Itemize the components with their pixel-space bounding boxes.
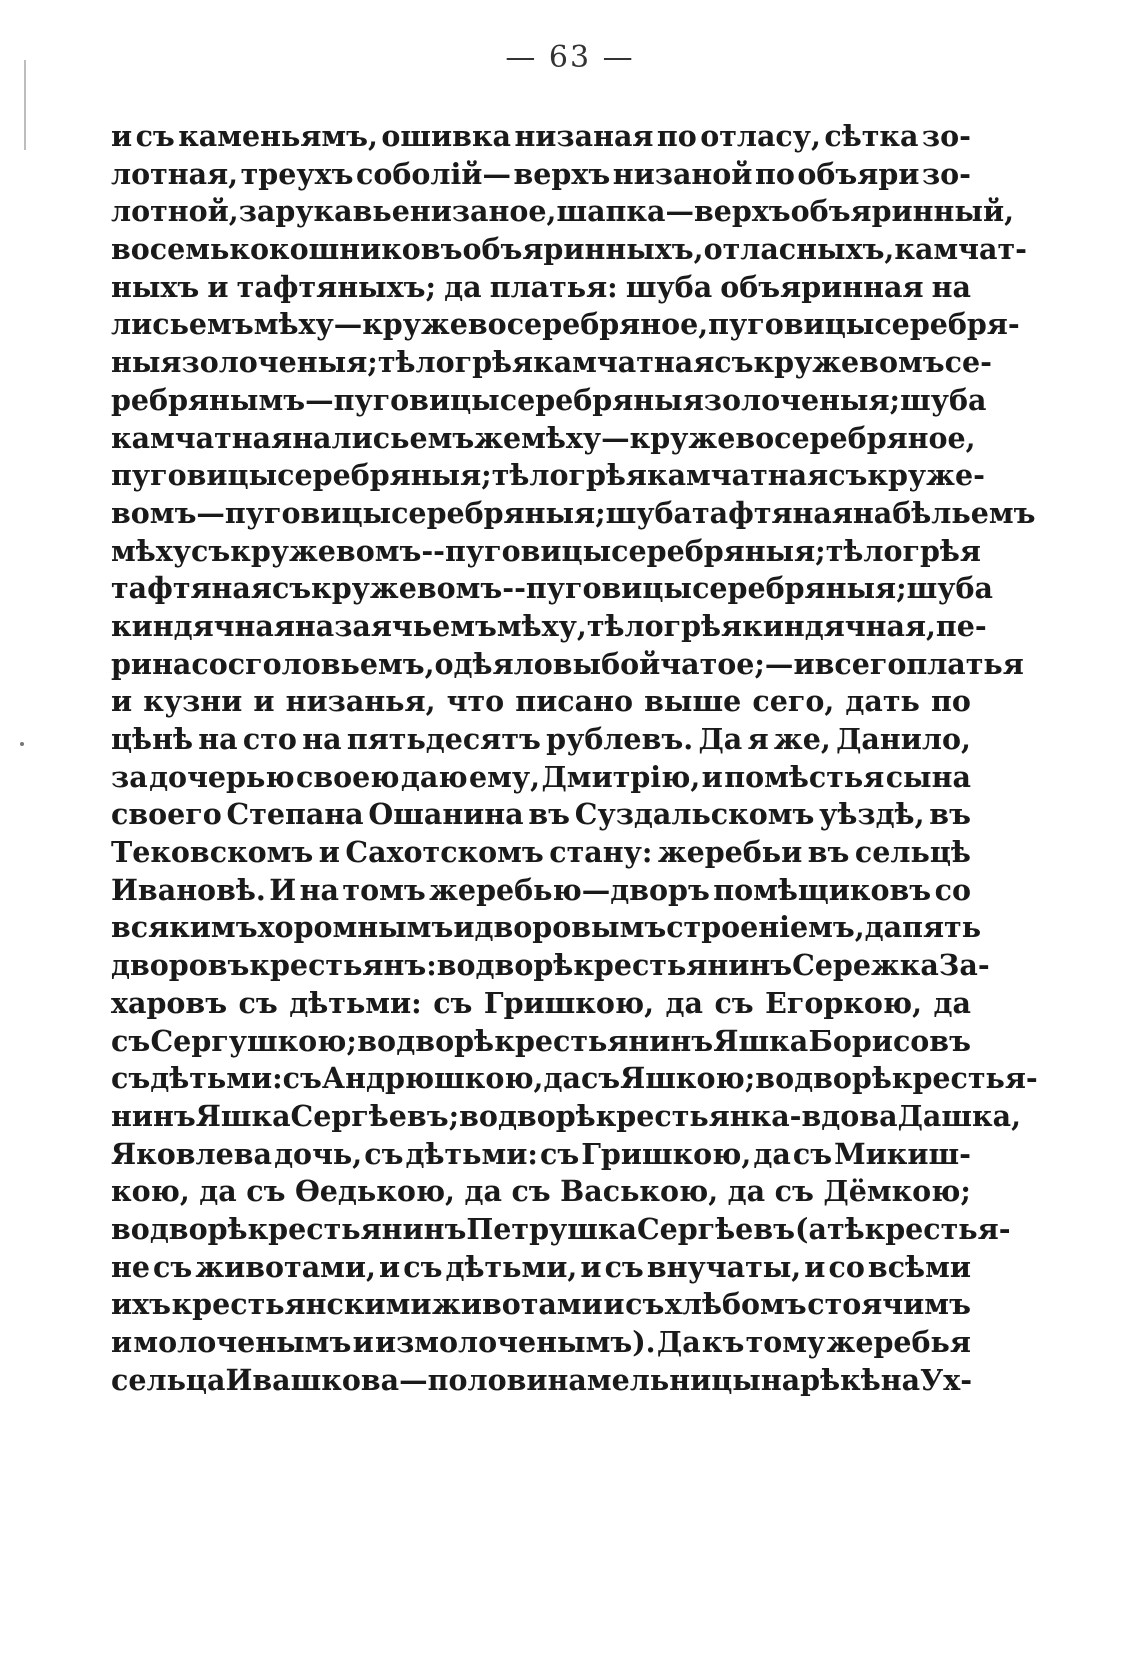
text-line: и съ каменьямъ, ошивка низаная по отласу, сѣтка зо-	[111, 119, 971, 153]
text-line: рина со сголовьемъ, одѣяло выбойчатое;— и всего платья	[111, 646, 1024, 681]
text-line: во дворѣ крестьянинъ Петрушка Сергѣевъ (а тѣ крестья-	[111, 1211, 1011, 1246]
text-line: тафтяная съ кружевомъ--пуговицы серебряныя; шуба	[111, 571, 993, 606]
text-line: лотной, зарукавье низаное, шапка — верхъ объяринный,	[111, 194, 1015, 229]
body-text	[111, 118, 1038, 1399]
text-line: кою, да съ Ѳедькою, да съ Ваською, да съ Дёмкою;	[111, 1174, 971, 1209]
text-line: лисьемъ мѣху—кружево серебряное, пуговицы серебря-	[111, 307, 1020, 342]
page-number-header: — 63 —	[505, 40, 635, 75]
text-line: и кузни и низанья, что писано выше сего, дать по	[111, 684, 971, 719]
text-line: дворовъ крестьянъ: во дворѣ крестьянинъ Сережка За-	[111, 948, 990, 983]
text-line: и молоченымъ и измолоченымъ). Да къ тому жеребья	[111, 1325, 971, 1359]
text-line: харовъ съ дѣтьми: съ Гришкою, да съ Егоркою, да	[111, 985, 971, 1020]
text-line: съ Сергушкою; во дворѣ крестьянинъ Яшка Борисовъ	[111, 1023, 971, 1058]
text-line: цѣнѣ на сто на пятьдесятъ рублевъ. Да я же, Данило,	[111, 722, 971, 756]
text-line: съ дѣтьми: съ Андрюшкою,да съ Яшкою; во дворѣ крестья-	[111, 1061, 1038, 1096]
text-line: ныхъ и тафтяныхъ; да платья: шуба объяринная на	[111, 269, 971, 304]
text-line: киндячная на заячьемъ мѣху, тѣлогрѣя киндячная, пе-	[111, 608, 987, 643]
text-line: не съ животами, и съ дѣтьми, и съ внучаты, и со всѣми	[111, 1249, 971, 1284]
text-line: Яковлева дочь, съ дѣтьми: съ Гришкою, да съ Микиш-	[111, 1136, 971, 1171]
scan-speck	[20, 742, 24, 746]
text-line: пуговицы серебряныя; тѣлогрѣя камчатная съ круже-	[111, 458, 985, 493]
text-line: ныя золоченыя; тѣлогрѣя камчатная съ кружевомъ се-	[111, 345, 992, 380]
text-line: Ивановѣ. И на томъ жеребью—дворъ помѣщиковъ со	[111, 872, 971, 907]
text-line: всякимъ хоромнымъ и дворовымъ строеніемъ, да пять	[111, 910, 982, 945]
text-line: сельца Ивашкова—половина мельницы на рѣкѣ на Ух-	[111, 1362, 973, 1397]
text-line: ребрянымъ—пуговицы серебряныя золоченыя; шуба	[111, 382, 987, 417]
text-line: восемь кокошниковъ объяринныхъ, отласныхъ, камчат-	[111, 232, 1027, 267]
text-line: нинъ Яшка Сергѣевъ; во дворѣ крестьянка-вдова Дашка,	[111, 1098, 1022, 1133]
text-line: вомъ—пуговицы серебряныя; шуба тафтяная на бѣльемъ	[111, 495, 1036, 530]
text-line: за дочерью своею даю ему, Дмитрію, и помѣстья сына	[111, 759, 971, 794]
text-line: мѣху съ кружевомъ--пуговицы серебряныя; тѣлогрѣя	[111, 533, 981, 568]
text-line: своего Степана Ошанина въ Суздальскомъ уѣздѣ, въ	[111, 797, 971, 832]
text-line: камчатная на лисьемъ же мѣху—кружево серебряное,	[111, 420, 976, 455]
text-line: ихъ крестьянскими животами и съ хлѣбомъ стоячимъ	[111, 1287, 971, 1322]
text-line: лотная, треухъ соболій— верхъ низаной по объяри зо-	[111, 156, 971, 191]
text-line: Тековскомъ и Сахотскомъ стану: жеребьи въ сельцѣ	[111, 835, 971, 870]
